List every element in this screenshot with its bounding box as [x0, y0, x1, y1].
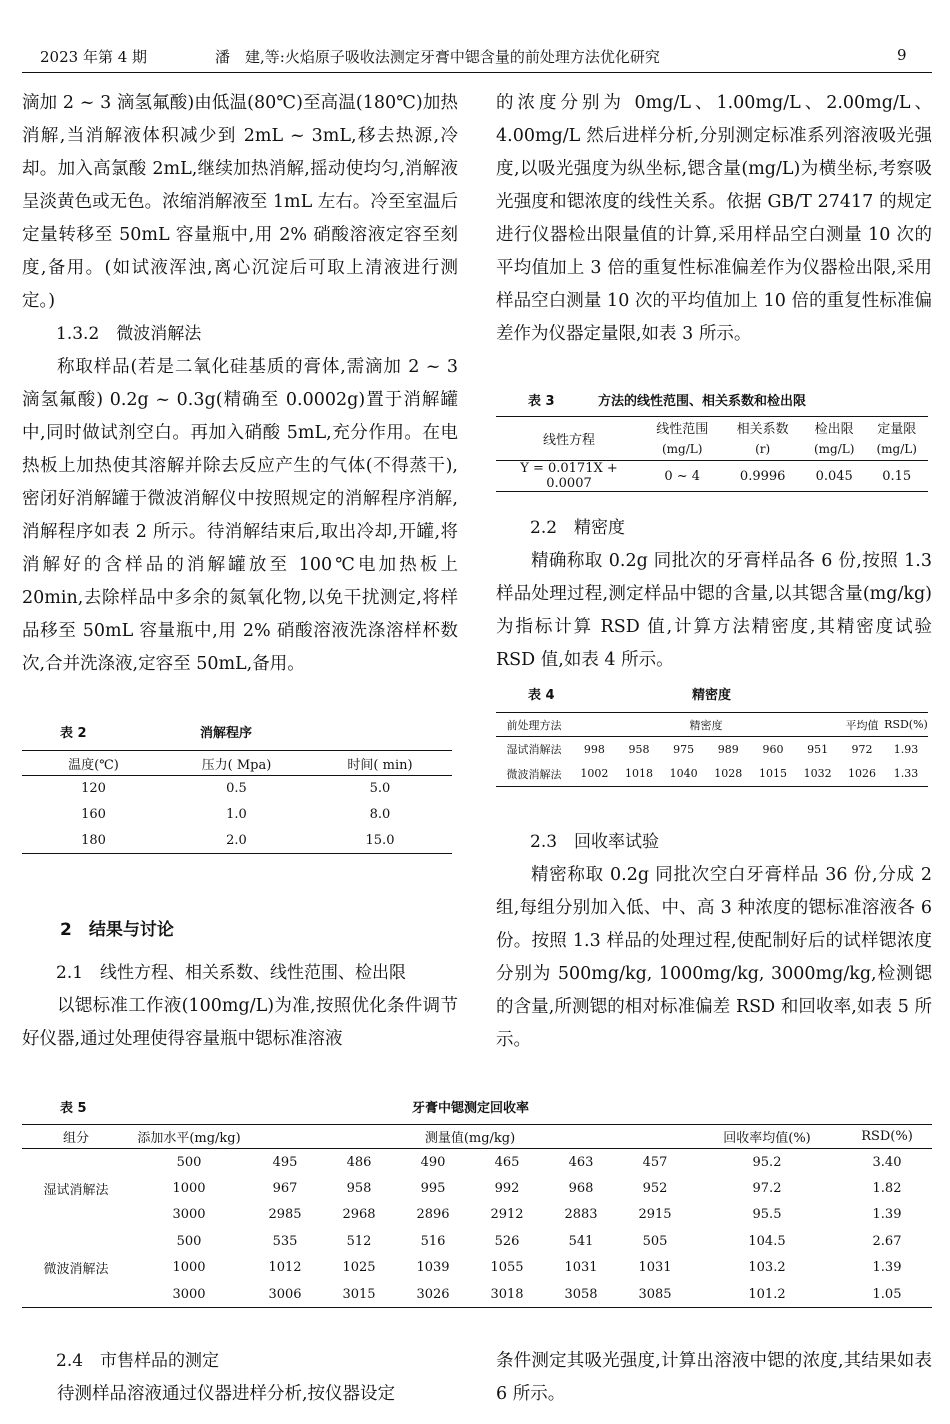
- page-number: 9: [897, 46, 907, 64]
- unit: (r): [755, 442, 771, 457]
- table-row: [496, 461, 928, 492]
- precision-table: [496, 712, 928, 787]
- cell: 1002: [580, 767, 609, 781]
- table-5: [22, 1097, 932, 1308]
- cell: 951: [807, 742, 829, 756]
- cell: 972: [851, 742, 873, 756]
- section-heading: 2.2 精密度: [530, 518, 626, 538]
- cell: 1018: [624, 767, 653, 781]
- left-column-bottom: [22, 957, 458, 1056]
- cell: 998: [583, 742, 605, 756]
- cell: 1000: [172, 1260, 206, 1276]
- column-header: 线性范围: [656, 422, 709, 438]
- section-2-3: [496, 826, 932, 1057]
- cell: 2915: [638, 1207, 672, 1223]
- cell: 989: [717, 742, 739, 756]
- cell: 1039: [416, 1260, 450, 1276]
- table-row: [496, 737, 928, 762]
- cell: 457: [642, 1154, 668, 1170]
- cell: 1031: [638, 1260, 672, 1276]
- column-header: 前处理方法: [506, 718, 562, 732]
- cell: 500: [176, 1154, 202, 1170]
- cell: 1031: [564, 1260, 598, 1276]
- unit: (mg/L): [813, 442, 855, 457]
- cell: 103.2: [748, 1260, 786, 1276]
- table-row: [22, 1281, 932, 1308]
- table-label: 表 2: [60, 726, 87, 741]
- table-row: [22, 776, 452, 802]
- table-row: [22, 1149, 932, 1176]
- section-heading: 2.3 回收率试验: [530, 832, 660, 852]
- table-title: 牙膏中锶测定回收率: [412, 1101, 530, 1116]
- section-heading: 2.4 市售样品的测定: [56, 1351, 220, 1371]
- running-title: 潘 建,等:火焰原子吸收法测定牙膏中锶含量的前处理方法优化研究: [215, 48, 660, 66]
- cell: 160: [81, 807, 106, 822]
- cell: 1000: [172, 1180, 206, 1196]
- cell: 0.045: [815, 468, 853, 484]
- section-2-4: [22, 1345, 458, 1411]
- section-2-2: [496, 512, 932, 677]
- column-header: 定量限: [877, 422, 917, 438]
- cell: 0.15: [882, 468, 912, 484]
- cell: 486: [346, 1154, 372, 1170]
- cell: 975: [673, 742, 695, 756]
- cell: 541: [568, 1233, 594, 1249]
- section-heading: 2.1 线性方程、相关系数、线性范围、检出限: [56, 963, 407, 983]
- cell: 1.82: [872, 1180, 902, 1196]
- cell: 8.0: [369, 807, 391, 822]
- cell: 微波消解法: [506, 767, 562, 781]
- cell: 0.5: [226, 781, 247, 797]
- cell: 3058: [564, 1286, 598, 1302]
- cell: 1.93: [893, 742, 919, 756]
- paragraph: 的浓度分别为 0mg/L、1.00mg/L、2.00mg/L、4.00mg/L 然后进样分析,分别测定标准系列溶液吸光强度,以吸光强度为纵坐标,锶含量(mg/L)为横坐标,考察吸光强度和锶浓度的线性关系。依据 GB/T 27417 的规定进行仪器检出限量值的计算,采用样品空白测量 10 次的平均值加上 3 倍的重复性标准偏差作为仪器检出限,采用样品空白测量 10 次的平均值加上 10 倍的重复性标准偏差作为仪器定量限,如表 3 所示。: [496, 93, 932, 344]
- column-header: 时间( min): [347, 757, 413, 773]
- column-header: RSD(%): [884, 718, 928, 731]
- table-3: [496, 390, 928, 492]
- cell: 2883: [564, 1207, 598, 1223]
- cell: 2896: [416, 1207, 450, 1223]
- table-label: 表 4: [528, 688, 555, 703]
- cell: 968: [568, 1180, 594, 1196]
- digestion-table: [22, 750, 452, 854]
- cell: 960: [762, 742, 784, 756]
- cell: 1.33: [893, 767, 919, 781]
- column-header: 温度(℃): [68, 757, 119, 773]
- cell: 500: [176, 1233, 202, 1249]
- table-row: [22, 1255, 932, 1282]
- cell: 490: [420, 1154, 446, 1170]
- column-header: 测量值(mg/kg): [424, 1131, 516, 1146]
- paragraph: 称取样品(若是二氧化硅基质的膏体,需滴加 2 ~ 3 滴氢氟酸) 0.2g ~ 0.3g(精确至 0.0002g)置于消解罐中,同时做试剂空白。再加入硝酸 5mL,充分作用。在电热板上加热使其溶解并除去反应产生的气体(不得蒸干),密闭好消解罐于微波消解仪中按照规定的消解程序消解,消解程序如表 2 所示。待消解结束后,取出冷却,开罐,将消解好的含样品的消解罐放至 100℃电加热板上 20min,去除样品中多余的氮氧化物,以免干扰测定,将样品移至 50mL 容量瓶中,用 2% 硝酸溶液洗涤溶样杯数次,合并洗涤液,定容至 50mL,备用。: [22, 357, 458, 674]
- paragraph: 以锶标准工作液(100mg/L)为准,按照优化条件调节好仪器,通过处理使得容量瓶中锶标准溶液: [22, 996, 458, 1049]
- cell: 5.0: [369, 781, 391, 797]
- table-title: 方法的线性范围、相关系数和检出限: [598, 394, 807, 409]
- table-title: 消解程序: [200, 726, 253, 741]
- cell: 1.39: [872, 1207, 902, 1223]
- cell: 958: [346, 1180, 372, 1196]
- paragraph: 待测样品溶液通过仪器进样分析,按仪器设定: [57, 1384, 396, 1404]
- cell: 1.05: [872, 1286, 902, 1302]
- cell: 1040: [669, 767, 698, 781]
- left-column: [22, 87, 458, 681]
- header-rule: [22, 72, 932, 73]
- column-header: RSD(%): [861, 1129, 913, 1144]
- cell: 2912: [490, 1207, 524, 1223]
- cell: 2.0: [226, 832, 247, 848]
- paragraph: 精密称取 0.2g 同批次空白牙膏样品 36 份,分成 2 组,每组分别加入低、中、高 3 种浓度的锶标准溶液各 6 份。按照 1.3 样品的处理过程,使配制好后的试样锶浓度分别为 500mg/kg, 1000mg/kg, 3000mg/kg,检测锶的含量,所测锶的相对标准偏差 RSD 和回收率,如表 5 所示。: [496, 865, 932, 1050]
- table-2: [22, 722, 452, 854]
- cell: 3018: [490, 1286, 524, 1302]
- recovery-table: [22, 1124, 932, 1308]
- cell: 0.9996: [739, 468, 786, 484]
- column-header: 线性方程: [496, 417, 642, 461]
- column-header: 添加水平(mg/kg): [137, 1131, 241, 1146]
- cell: 3026: [416, 1286, 450, 1302]
- column-header: 相关系数: [736, 422, 789, 438]
- table-row: [22, 1228, 932, 1255]
- cell: 1032: [803, 767, 832, 781]
- group-label: 微波消解法: [43, 1262, 109, 1277]
- cell: 495: [272, 1154, 298, 1170]
- table-row: [496, 762, 928, 787]
- paragraph: 滴加 2 ~ 3 滴氢氟酸)由低温(80℃)至高温(180℃)加热消解,当消解液体积减少到 2mL ~ 3mL,移去热源,冷却。加入高氯酸 2mL,继续加热消解,摇动使均匀,消解液呈淡黄色或无色。浓缩消解液至 1mL 左右。冷至室温后定量转移至 50mL 容量瓶中,用 2% 硝酸溶液定容至刻度,备用。(如试液浑浊,离心沉淀后可取上清液进行测定。): [22, 93, 458, 311]
- table-4: [496, 684, 928, 787]
- cell: 505: [642, 1233, 668, 1249]
- cell: 3006: [268, 1286, 302, 1302]
- cell: 995: [420, 1180, 446, 1196]
- table-row: [22, 802, 452, 828]
- cell: 952: [642, 1180, 668, 1196]
- cell: 101.2: [748, 1286, 786, 1302]
- cell: 3000: [172, 1286, 206, 1302]
- cell: 1012: [268, 1260, 302, 1276]
- unit: (mg/L): [876, 442, 917, 457]
- cell: 2968: [342, 1207, 376, 1223]
- table-row: [22, 1202, 932, 1229]
- table-label: 表 5: [60, 1101, 87, 1116]
- table-row: [22, 828, 452, 854]
- cell: 1.0: [226, 807, 247, 822]
- cell: 463: [568, 1154, 594, 1170]
- unit: (mg/L): [662, 442, 703, 457]
- cell: 2985: [268, 1207, 302, 1223]
- cell: 180: [81, 832, 106, 848]
- cell: Y = 0.0171X + 0.0007: [520, 461, 618, 491]
- cell: 120: [81, 781, 106, 797]
- cell: 465: [494, 1154, 520, 1170]
- cell: 1028: [714, 767, 743, 781]
- column-header: 压力( Mpa): [201, 757, 272, 773]
- cell: 1.39: [872, 1260, 902, 1276]
- cell: 95.2: [752, 1154, 782, 1170]
- cell: 1025: [342, 1260, 376, 1276]
- cell: 526: [494, 1233, 520, 1249]
- table-row: [22, 1175, 932, 1202]
- section-2-4-continued: [496, 1345, 932, 1411]
- cell: 992: [494, 1180, 520, 1196]
- column-header: 组分: [62, 1131, 89, 1146]
- cell: 512: [346, 1233, 372, 1249]
- right-column: [496, 87, 932, 351]
- column-header: 回收率均值(%): [723, 1131, 811, 1146]
- cell: 湿试消解法: [506, 743, 562, 757]
- group-label: 湿试消解法: [43, 1183, 109, 1198]
- cell: 95.5: [752, 1207, 782, 1223]
- journal-issue: 2023 年第 4 期: [40, 48, 148, 66]
- column-header: 检出限: [814, 422, 854, 438]
- cell: 1015: [758, 767, 787, 781]
- cell: 535: [272, 1233, 298, 1249]
- cell: 0 ~ 4: [664, 468, 701, 484]
- cell: 967: [272, 1180, 298, 1196]
- cell: 2.67: [872, 1233, 902, 1249]
- paragraph: 精确称取 0.2g 同批次的牙膏样品各 6 份,按照 1.3 样品处理过程,测定样品中锶的含量,以其锶含量(mg/kg)为指标计算 RSD 值,计算方法精密度,其精密度试验 RSD 值,如表 4 所示。: [496, 551, 932, 670]
- paragraph: 条件测定其吸光强度,计算出溶液中锶的浓度,其结果如表 6 所示。: [496, 1351, 932, 1404]
- column-header: 精密度: [689, 718, 723, 732]
- linearity-table: [496, 416, 928, 492]
- cell: 958: [628, 742, 650, 756]
- table-label: 表 3: [528, 394, 555, 409]
- cell: 104.5: [748, 1233, 786, 1249]
- cell: 97.2: [752, 1180, 782, 1196]
- section-heading-2: 2 结果与讨论: [60, 920, 174, 940]
- cell: 3085: [638, 1286, 672, 1302]
- cell: 3015: [342, 1286, 376, 1302]
- cell: 1026: [848, 767, 876, 781]
- section-heading: 1.3.2 微波消解法: [56, 324, 202, 344]
- table-title: 精密度: [692, 688, 732, 703]
- column-header: 平均值: [845, 718, 879, 732]
- cell: 15.0: [365, 832, 395, 848]
- cell: 516: [420, 1233, 446, 1249]
- cell: 3000: [172, 1207, 206, 1223]
- cell: 3.40: [872, 1154, 902, 1170]
- cell: 1055: [490, 1260, 524, 1276]
